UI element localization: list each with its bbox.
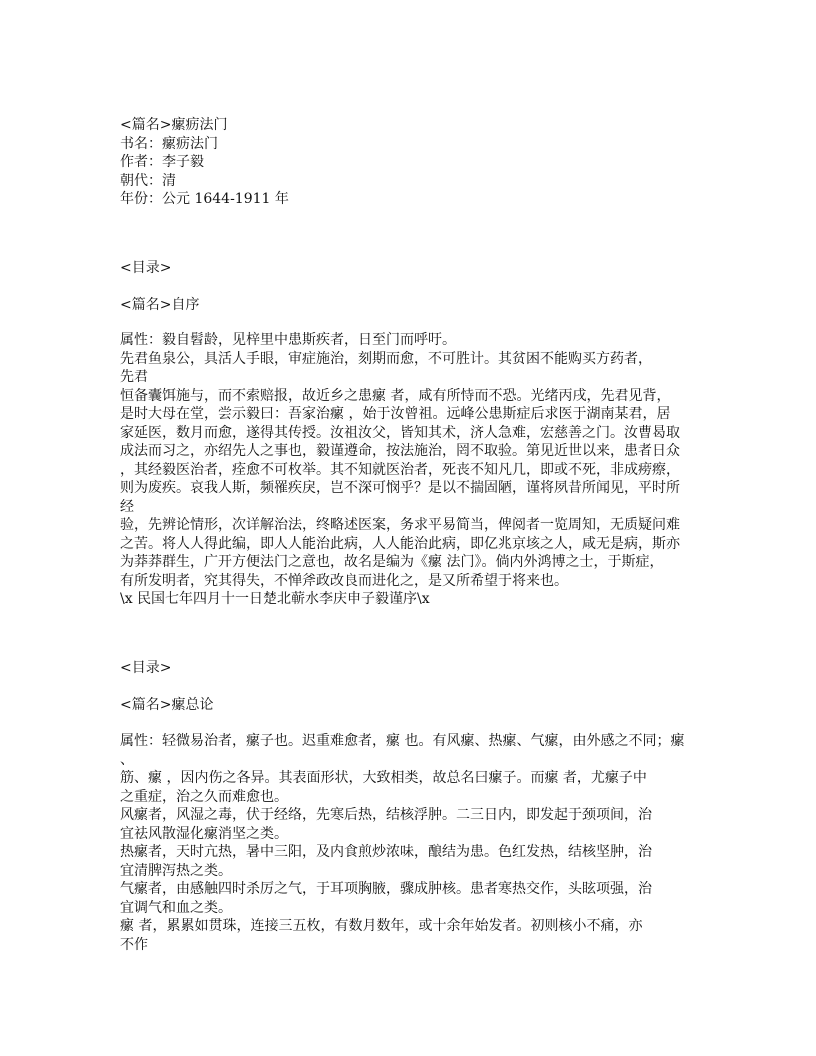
text-line: 筋、瘰 ，因内伤之各异。其表面形状，大致相类，故总名曰瘰子。而瘰 者，尤瘰子中 xyxy=(120,770,647,786)
text-line: \x 民国七年四月十一日楚北蕲水李庆申子毅谨序\x xyxy=(120,591,430,607)
text-line: 之重症，治之久而难愈也。 xyxy=(120,788,288,805)
text-line: 之苦。将人人得此编，即人人能治此病，人人能治此病，即亿兆京垓之人，咸无是病，斯亦 xyxy=(120,535,680,552)
text-line: 宜清脾泻热之类。 xyxy=(120,862,232,879)
chapter-title: <篇名>瘰总论 xyxy=(120,697,214,713)
meta-line: 书名：瘰疬法门 xyxy=(120,135,218,152)
text-line: 宜祛风散湿化瘰消坚之类。 xyxy=(120,825,288,842)
text-line: 不作 xyxy=(120,936,148,953)
meta-line: 朝代：清 xyxy=(120,172,176,189)
chapter-body xyxy=(120,331,720,609)
text-line: 属性：毅自髫龄，见梓里中患斯疾者，日至门而呼吁。 xyxy=(120,332,456,348)
text-line: 成法而习之，亦绍先人之事也，毅谨遵命，按法施治，罔不取验。第见近世以来，患者日众 xyxy=(120,443,680,459)
text-line: 经 xyxy=(120,498,134,515)
text-line: 风瘰者，风湿之毒，伏于经络，先寒后热，结核浮肿。二三日内，即发起于颈项间，治 xyxy=(120,807,652,823)
text-line: 验，先辨论情形，次详解治法，终略述医案，务求平易简当，俾阅者一览周知，无质疑问难 xyxy=(120,517,680,533)
text-line: 恒备囊饵施与，而不索赔报，故近乡之患瘰 者，咸有所恃而不恐。光绪丙戌，先君见背， xyxy=(120,387,671,404)
text-line: 热瘰者，天时亢热，暑中三阳，及内食煎炒浓味，酿结为患。色红发热，结核坚肿，治 xyxy=(120,844,652,860)
meta-line: <篇名>瘰疬法门 xyxy=(120,117,228,133)
text-line: 气瘰者，由感触四时杀厉之气，于耳项胸腋，骤成肿核。患者寒热交作，头眩项强，治 xyxy=(120,881,652,897)
book-metadata xyxy=(120,116,720,209)
toc-heading: <目录> xyxy=(120,660,172,676)
text-line: 是时大母在堂，尝示毅曰：吾家治瘰 ，始于汝曾祖。远峰公患斯症后求医于湖南某君，居 xyxy=(120,406,671,422)
text-line: 家延医，数月而愈，遂得其传授。汝祖汝父，皆知其术，济人急难，宏慈善之门。汝曹曷取 xyxy=(120,424,680,441)
toc-heading: <目录> xyxy=(120,260,172,276)
text-line: 先君 xyxy=(120,369,148,385)
chapter-title: <篇名>自序 xyxy=(120,297,200,313)
text-line: 为莽莽群生，广开方便法门之意也，故名是编为《瘰 法门》。倘内外鸿博之士，于斯症， xyxy=(120,554,664,570)
text-line: 瘰 者，累累如贯珠，连接三五枚，有数月数年，或十余年始发者。初则核小不痛，亦 xyxy=(120,918,643,934)
text-line: 宜调气和血之类。 xyxy=(120,899,232,916)
text-line: 则为废疾。哀我人斯，频罹疾戾，岂不深可悯乎？是以不揣固陋，谨将夙昔所闻见，平时所 xyxy=(120,480,680,496)
text-line: 、 xyxy=(120,751,134,768)
text-line: 属性：轻微易治者，瘰子也。迟重难愈者，瘰 也。有风瘰、热瘰、气瘰，由外感之不同；瘰 xyxy=(120,733,685,749)
meta-line: 作者：李子毅 xyxy=(120,154,204,170)
chapter-body xyxy=(120,732,720,954)
text-line: 有所发明者，究其得失，不惮斧政改良而进化之，是又所希望于将来也。 xyxy=(120,572,568,589)
meta-line: 年份：公元 1644-1911 年 xyxy=(120,191,289,207)
text-line: 先君鱼泉公，具活人手眼，审症施治，刻期而愈，不可胜计。其贫困不能购买方药者， xyxy=(120,350,652,367)
text-line: ，其经毅医治者，痊愈不可枚举。其不知就医治者，死丧不知凡几，即或不死，非成痨瘵， xyxy=(120,461,680,478)
